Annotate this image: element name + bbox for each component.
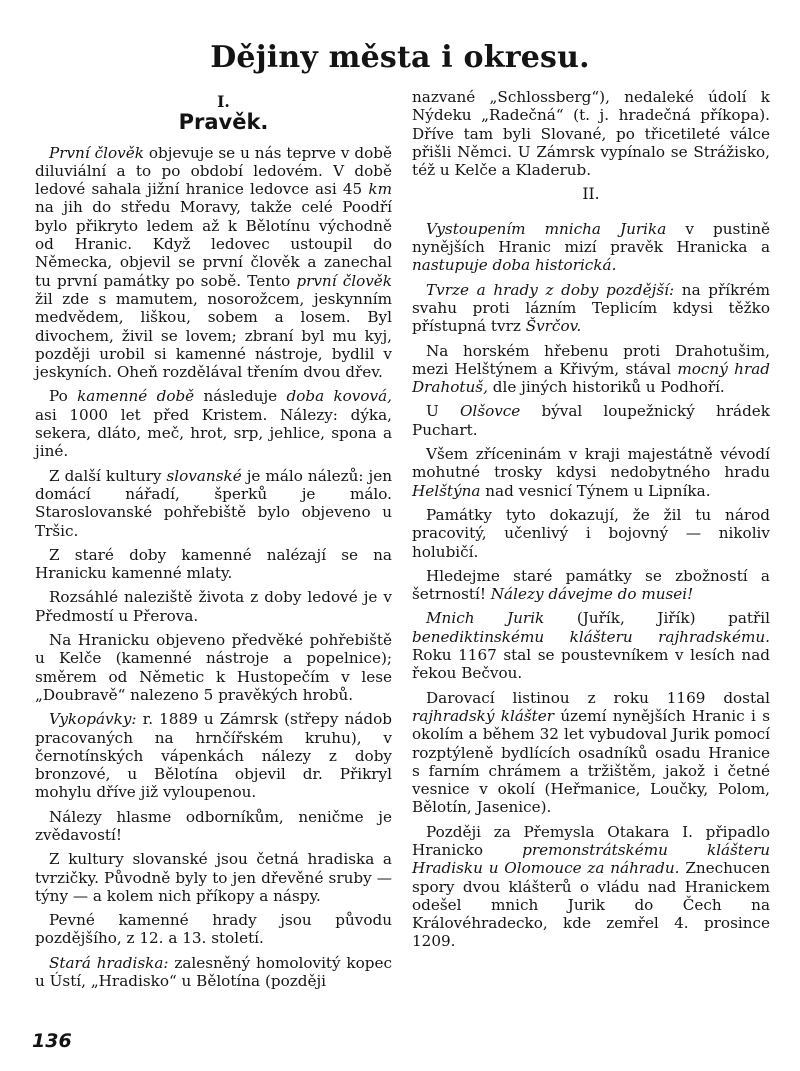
text-run: Znechucen spory dvou klášterů o vládu nad Hranickem odešel mnich Jurik do Čech na Královéhradecko, kde zemřel 4. prosince 1209. xyxy=(412,859,770,951)
emphasis-text: Stará hradiska: xyxy=(49,953,169,972)
continued-paragraph xyxy=(412,88,770,179)
emphasis-text: nastupuje doba historická. xyxy=(412,256,617,275)
emphasis-text: Vystoupením mnicha Jurika xyxy=(426,219,667,238)
text-run: v pustině nynějších Hranic mizí pravěk Hranicka a xyxy=(412,219,770,257)
text-run: na příkrém svahu proti lázním Teplicím kdysi těžko přístupná tvrz xyxy=(412,280,771,336)
emphasis-text: slovanské xyxy=(166,466,242,485)
text-run: Roku 1167 stal se poustevníkem v lesích nad řekou Bečvou. xyxy=(412,646,770,683)
text-run: následuje xyxy=(194,387,287,406)
text-run: Po xyxy=(49,387,78,406)
emphasis-text: Olšovce xyxy=(459,402,521,421)
emphasis-text: doba kovová, xyxy=(286,387,392,406)
paragraph xyxy=(35,850,392,905)
paragraph xyxy=(412,609,770,682)
text-run: dle jiných historiků u Podhoří. xyxy=(487,378,725,397)
text-run: Z staré doby kamenné nalézají se na Hranicku kamenné mlaty. xyxy=(35,545,392,583)
text-run: žil zde s mamutem, nosorožcem, jeskynním medvědem, liškou, sobem a losem. Byl divochem, živil se lovem; zbraní byl mu kyj, později urobil si kamenné nástroje, bydlil v jeskyních. Oheň rozdělával třením dvou dřev. xyxy=(35,289,392,382)
text-run: Rozsáhlé naleziště života z doby ledové je v Předmostí u Přerova. xyxy=(35,588,392,625)
paragraph xyxy=(412,281,770,336)
emphasis-text: Nálezy dávejme do musei! xyxy=(490,585,694,604)
paragraph xyxy=(35,387,392,460)
paragraph xyxy=(35,631,392,704)
text-run: Hledejme staré památky se zbožností a šetrností! xyxy=(412,566,770,604)
text-run: Na Hranicku objeveno předvěké pohřebiště u Kelče (kamenné nástroje a popelnice); směrem od Němetic k Hustopečím v lese „Doubravě“ nalezeno 5 pravěkých hrobů. xyxy=(35,631,392,704)
text-run: Památky tyto dokazují, že žil tu národ pracovitý, učenlivý i bojovný — nikoliv holubičí. xyxy=(412,505,770,561)
section-1-number: I. xyxy=(217,92,230,111)
paragraph xyxy=(35,144,392,382)
paragraph xyxy=(412,342,770,397)
right-column-body xyxy=(412,220,770,951)
emphasis-text: km xyxy=(368,180,392,199)
emphasis-text: Mnich Jurik xyxy=(426,609,545,628)
section-2-number: II. xyxy=(582,185,600,204)
right-column xyxy=(412,88,770,957)
text-run: je málo nálezů: jen domácí nářadí, šperků je málo. Staroslovanské pohřebiště bylo objeveno u Tršic. xyxy=(35,466,392,540)
emphasis-text: premonstrátskému klášteru Hradisku u Olomouce za náhradu. xyxy=(412,840,770,878)
paragraph xyxy=(35,588,392,625)
paragraph xyxy=(412,445,770,500)
left-column-body xyxy=(35,144,392,991)
emphasis-text: první člověk xyxy=(296,271,392,290)
paragraph xyxy=(35,911,392,948)
text-run: býval loupežnický hrádek Puchart. xyxy=(412,402,770,439)
text-run: (Juřík, Jiřík) patřil xyxy=(544,609,770,628)
text-run: Z další kultury xyxy=(49,466,167,485)
text-run: Nálezy hlasme odborníkům, neničme je zvědavostí! xyxy=(35,807,392,844)
paragraph xyxy=(412,220,770,275)
page-number: 136 xyxy=(32,1030,72,1052)
text-run: Na horském hřebenu proti Drahotušim, mezi Helštýnem a Křivým, stával xyxy=(412,341,770,378)
text-run: na jih do středu Moravy, takže celé Poodří bylo přikryto ledem až k Bělotínu východně od Hranic. Když ledovec ustoupil do Německa, objevil se první člověk a zanechal tu první památky po sobě. Tento xyxy=(35,198,392,290)
emphasis-text: Švrčov. xyxy=(525,317,582,336)
text-run: Darovací listinou z roku 1169 dostal xyxy=(426,688,770,707)
text-run: území nynějších Hranic i s okolím a během 32 let vybudoval Jurik pomocí rozptýleně bydlících osadníků osadu Hranice s farním chrámem a tržištěm, jakož i četné vesnice v okolí (Heřmanice, Loučky, Polom, Bělotín, Jasenice). xyxy=(412,706,770,817)
emphasis-text: kamenné době xyxy=(77,387,195,406)
emphasis-text: Helštýna xyxy=(412,481,481,500)
paragraph xyxy=(412,402,770,439)
text-run: Všem zříceninám v kraji majestátně vévodí mohutné trosky kdysi nedobytného hradu xyxy=(412,445,770,482)
text-run: U xyxy=(426,402,460,421)
paragraph xyxy=(412,689,770,817)
paragraph xyxy=(35,710,392,801)
paragraph xyxy=(35,954,392,991)
text-run: Později za Přemysla Otakara I. připadlo Hranicko xyxy=(412,822,770,859)
emphasis-text: rajhradský klášter xyxy=(412,706,555,725)
text-run: asi 1000 let před Kristem. Nálezy: dýka, sekera, dláto, meč, hrot, srp, jehlice, spona a jiné. xyxy=(35,405,392,461)
text-run: r. 1889 u Zámrsk (střepy nádob pracovaných na hrnčířském kruhu), v černotínských vápenkách nálezy z doby bronzové, u Bělotína objevil dr. Přikryl mohylu dříve již vyloupenou. xyxy=(35,710,392,802)
section-1-title: Pravěk. xyxy=(178,110,269,135)
text-run: nad vesnicí Týnem u Lipníka. xyxy=(480,481,711,500)
emphasis-text: Vykopávky: xyxy=(49,710,137,729)
paragraph xyxy=(412,823,770,951)
emphasis-text: benediktinskému klášteru rajhradskému. xyxy=(412,627,770,646)
paragraph xyxy=(35,546,392,583)
emphasis-text: První člověk xyxy=(49,143,144,162)
paragraph xyxy=(35,808,392,845)
text-run: Pevné kamenné hrady jsou původu pozdějšího, z 12. a 13. století. xyxy=(35,911,392,948)
emphasis-text: mocný hrad Drahotuš, xyxy=(412,359,770,397)
page-title: Dějiny města i okresu. xyxy=(210,40,590,75)
text-run: Z kultury slovanské jsou četná hradiska a tvrzičky. Původně byly to jen dřevěné sruby — týny — a kolem nich příkopy a náspy. xyxy=(35,850,392,905)
paragraph xyxy=(412,567,770,604)
text-run: zalesněný homolovitý kopec u Ústí, „Hradisko“ u Bělotína (později xyxy=(35,953,392,991)
paragraph xyxy=(35,467,392,540)
text-run: nazvané „Schlossberg“), nedaleké údolí k Nýdeku „Radečná“ (t. j. hradečná příkopa). Dříve tam byli Slované, po třicetileté válce přišli Němci. U Zámrsk vypínalo se Strážisko, též u Kelče a Kladerub. xyxy=(412,88,770,180)
emphasis-text: Tvrze a hrady z doby pozdější: xyxy=(426,280,675,299)
text-run: objevuje se u nás teprve v době diluviální a to po období ledovém. V době ledové sahala jižní hranice ledovce asi 45 xyxy=(35,143,392,199)
left-column xyxy=(35,93,392,996)
paragraph xyxy=(412,506,770,561)
